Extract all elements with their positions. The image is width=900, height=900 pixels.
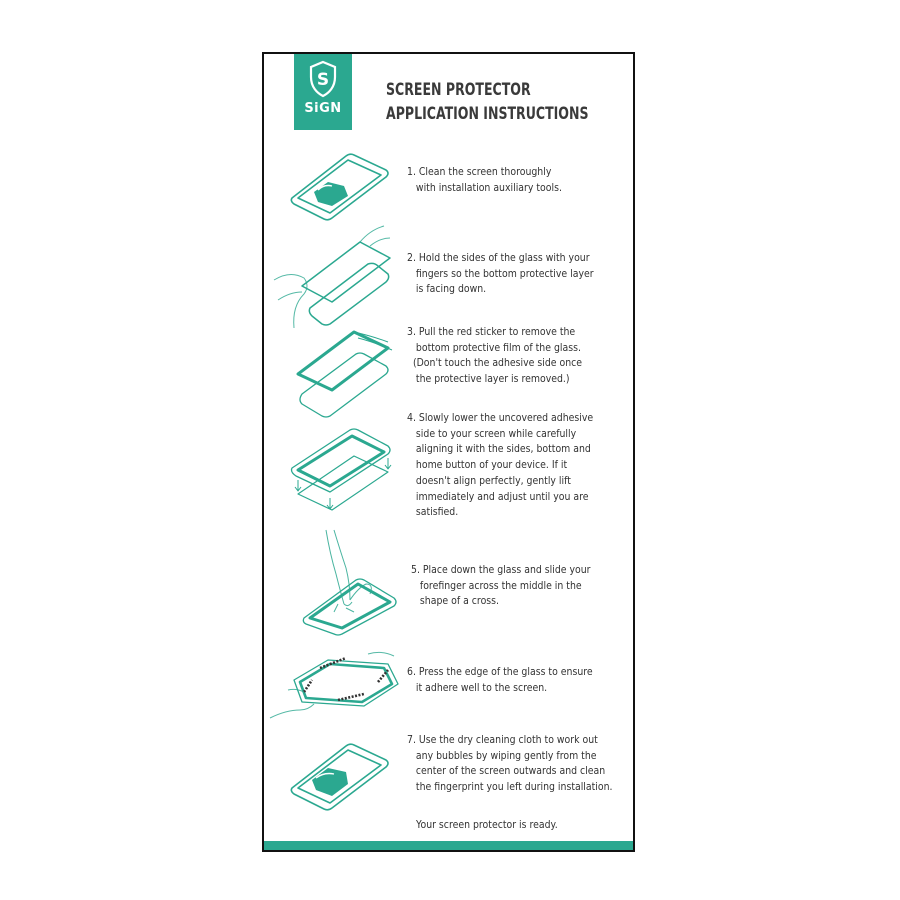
- instruction-card: [262, 52, 635, 852]
- brand-name: SiGN: [304, 101, 342, 116]
- title-line-2: APPLICATION INSTRUCTIONS: [386, 104, 589, 124]
- title-line-1: SCREEN PROTECTOR: [386, 80, 531, 100]
- step-3-text: 3. Pull the red sticker to remove the bottom protective film of the glass. (Don't touch the adhesive side once the protective layer is removed.): [407, 325, 583, 386]
- phone-cleaning-illustration: [288, 150, 392, 222]
- phone-wiping-illustration: [288, 740, 392, 812]
- hands-holding-glass-illustration: [270, 216, 400, 336]
- brand-logo: [294, 54, 352, 130]
- finger-cross-illustration: [300, 524, 400, 636]
- svg-text:S: S: [316, 70, 330, 90]
- step-6-text: 6. Press the edge of the glass to ensure it adhere well to the screen.: [407, 665, 593, 694]
- shield-icon: [308, 60, 338, 98]
- bottom-accent-bar: [264, 841, 633, 850]
- pressing-edges-illustration: [268, 644, 404, 724]
- step-4-text: 4. Slowly lower the uncovered adhesive side to your screen while carefully aligning it with the sides, bottom and home button of your device. If it doesn't align perfectly, gently lift immediately and adjust until you are satisfied.: [407, 411, 594, 519]
- ready-message: Your screen protector is ready.: [416, 818, 558, 831]
- peeling-film-illustration: [288, 324, 398, 424]
- lowering-glass-illustration: [288, 424, 398, 524]
- step-1-text: 1. Clean the screen thoroughly with installation auxiliary tools.: [407, 165, 562, 194]
- step-2-text: 2. Hold the sides of the glass with your fingers so the bottom protective layer is facing down.: [407, 251, 594, 296]
- step-5-text: 5. Place down the glass and slide your forefinger across the middle in the shape of a cross.: [411, 563, 591, 608]
- step-7-text: 7. Use the dry cleaning cloth to work out any bubbles by wiping gently from the center of the screen outwards and clean the fingerprint you left during installation.: [407, 733, 613, 794]
- page-title: [386, 78, 589, 126]
